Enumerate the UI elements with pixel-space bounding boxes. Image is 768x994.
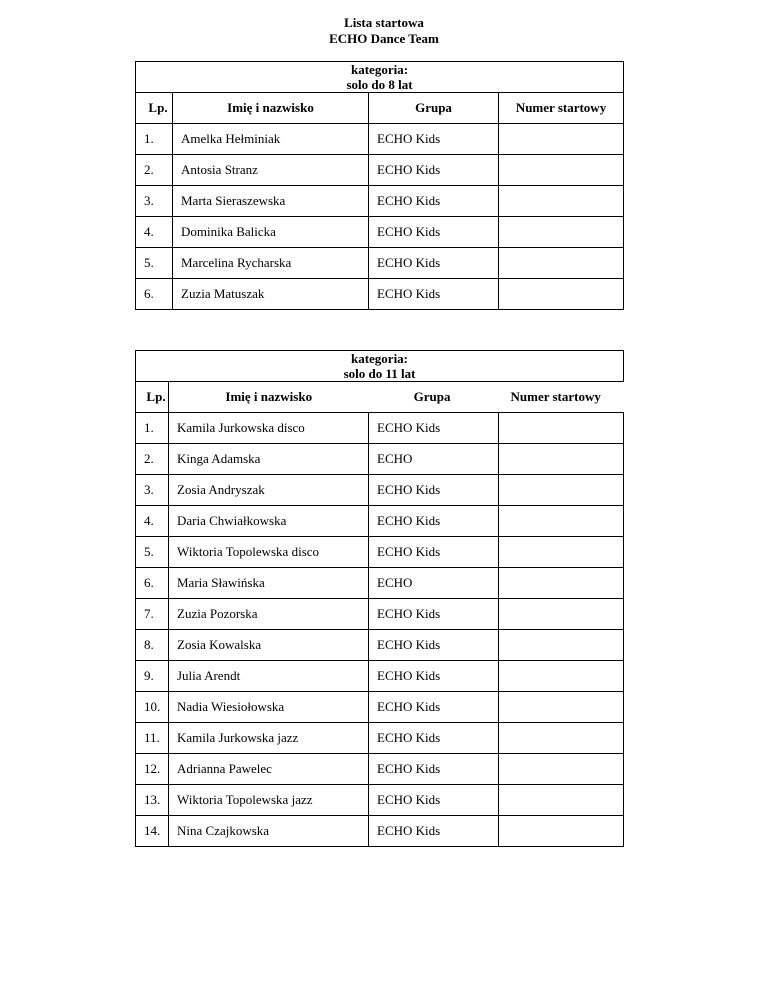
cell-group: ECHO Kids <box>369 630 499 661</box>
cell-lp: 8. <box>136 630 169 661</box>
cell-name: Zosia Kowalska <box>169 630 369 661</box>
cell-name: Maria Sławińska <box>169 568 369 599</box>
cell-lp: 3. <box>136 186 173 217</box>
table-body <box>136 124 624 310</box>
cell-number <box>499 630 624 661</box>
table-row <box>136 692 624 723</box>
table-row <box>136 279 624 310</box>
table-row <box>136 186 624 217</box>
cell-name: Kamila Jurkowska jazz <box>169 723 369 754</box>
cell-lp: 14. <box>136 816 169 847</box>
table-row <box>136 537 624 568</box>
cell-number <box>499 692 624 723</box>
cell-lp: 7. <box>136 599 169 630</box>
cell-number <box>499 568 624 599</box>
start-list-table-solo-11 <box>135 350 624 847</box>
cell-lp: 1. <box>136 124 173 155</box>
cell-number <box>499 537 624 568</box>
column-number: Numer startowy <box>510 389 601 404</box>
table-row <box>136 723 624 754</box>
cell-number <box>499 155 624 186</box>
cell-lp: 1. <box>136 413 169 444</box>
cell-group: ECHO Kids <box>369 124 499 155</box>
document-title <box>0 15 768 47</box>
category-value: solo do 8 lat <box>346 77 413 92</box>
cell-lp: 10. <box>136 692 169 723</box>
column-number-cell <box>499 382 624 413</box>
cell-group: ECHO Kids <box>369 475 499 506</box>
cell-name: Marcelina Rycharska <box>173 248 369 279</box>
cell-name: Kamila Jurkowska disco <box>169 413 369 444</box>
category-value: solo do 11 lat <box>343 366 416 381</box>
cell-number <box>499 186 624 217</box>
cell-lp: 9. <box>136 661 169 692</box>
column-number: Numer startowy <box>499 93 624 124</box>
cell-lp: 6. <box>136 568 169 599</box>
cell-number <box>499 599 624 630</box>
cell-lp: 4. <box>136 217 173 248</box>
cell-lp: 2. <box>136 155 173 186</box>
column-name: Imię i nazwisko <box>173 93 369 124</box>
category-label: kategoria: <box>350 351 409 366</box>
table-row <box>136 506 624 537</box>
cell-number <box>499 785 624 816</box>
cell-number <box>499 413 624 444</box>
cell-lp: 4. <box>136 506 169 537</box>
cell-number <box>499 279 624 310</box>
cell-group: ECHO Kids <box>369 413 499 444</box>
cell-name: Antosia Stranz <box>173 155 369 186</box>
cell-number <box>499 661 624 692</box>
table-row <box>136 248 624 279</box>
cell-group: ECHO Kids <box>369 785 499 816</box>
table-row <box>136 568 624 599</box>
cell-group: ECHO Kids <box>369 661 499 692</box>
category-header <box>136 351 624 382</box>
cell-name: Nadia Wiesiołowska <box>169 692 369 723</box>
cell-group: ECHO Kids <box>369 279 499 310</box>
cell-lp: 13. <box>136 785 169 816</box>
cell-name: Daria Chwiałkowska <box>169 506 369 537</box>
column-lp: Lp. <box>136 382 169 413</box>
cell-name: Kinga Adamska <box>169 444 369 475</box>
cell-number <box>499 124 624 155</box>
title-line-2: ECHO Dance Team <box>329 31 439 46</box>
table-row <box>136 816 624 847</box>
cell-name: Zosia Andryszak <box>169 475 369 506</box>
table-row <box>136 785 624 816</box>
column-group: Grupa <box>369 93 499 124</box>
cell-name: Wiktoria Topolewska disco <box>169 537 369 568</box>
cell-group: ECHO Kids <box>369 248 499 279</box>
table-row <box>136 630 624 661</box>
cell-group: ECHO Kids <box>369 155 499 186</box>
cell-group: ECHO Kids <box>369 816 499 847</box>
cell-lp: 12. <box>136 754 169 785</box>
cell-lp: 6. <box>136 279 173 310</box>
cell-number <box>499 217 624 248</box>
table-row <box>136 599 624 630</box>
column-lp: Lp. <box>136 93 173 124</box>
table-row <box>136 124 624 155</box>
cell-lp: 11. <box>136 723 169 754</box>
table-row <box>136 661 624 692</box>
title-line-1: Lista startowa <box>344 15 424 30</box>
cell-number <box>499 475 624 506</box>
cell-group: ECHO Kids <box>369 186 499 217</box>
table-row <box>136 475 624 506</box>
cell-name: Julia Arendt <box>169 661 369 692</box>
table-body <box>136 413 624 847</box>
cell-group: ECHO Kids <box>369 599 499 630</box>
cell-number <box>499 816 624 847</box>
cell-number <box>499 723 624 754</box>
cell-number <box>499 506 624 537</box>
cell-name: Amelka Hełminiak <box>173 124 369 155</box>
column-name: Imię i nazwisko <box>169 382 369 413</box>
cell-lp: 3. <box>136 475 169 506</box>
cell-group: ECHO <box>369 444 499 475</box>
table-row <box>136 444 624 475</box>
cell-name: Nina Czajkowska <box>169 816 369 847</box>
category-header <box>136 62 624 93</box>
table-row <box>136 155 624 186</box>
cell-group: ECHO Kids <box>369 692 499 723</box>
cell-number <box>499 248 624 279</box>
category-label: kategoria: <box>350 62 409 77</box>
column-header-row <box>136 93 624 124</box>
cell-number <box>499 444 624 475</box>
cell-lp: 5. <box>136 248 173 279</box>
column-group: Grupa <box>369 382 499 413</box>
cell-group: ECHO Kids <box>369 537 499 568</box>
cell-group: ECHO Kids <box>369 217 499 248</box>
cell-name: Zuzia Pozorska <box>169 599 369 630</box>
cell-lp: 2. <box>136 444 169 475</box>
start-list-table-solo-8 <box>135 61 624 310</box>
table-row <box>136 217 624 248</box>
cell-group: ECHO Kids <box>369 506 499 537</box>
cell-name: Dominika Balicka <box>173 217 369 248</box>
table-row <box>136 754 624 785</box>
table-row <box>136 413 624 444</box>
cell-group: ECHO Kids <box>369 723 499 754</box>
cell-number <box>499 754 624 785</box>
cell-group: ECHO <box>369 568 499 599</box>
cell-name: Zuzia Matuszak <box>173 279 369 310</box>
cell-name: Marta Sieraszewska <box>173 186 369 217</box>
cell-lp: 5. <box>136 537 169 568</box>
cell-name: Wiktoria Topolewska jazz <box>169 785 369 816</box>
cell-group: ECHO Kids <box>369 754 499 785</box>
cell-name: Adrianna Pawelec <box>169 754 369 785</box>
column-header-row <box>136 382 624 413</box>
